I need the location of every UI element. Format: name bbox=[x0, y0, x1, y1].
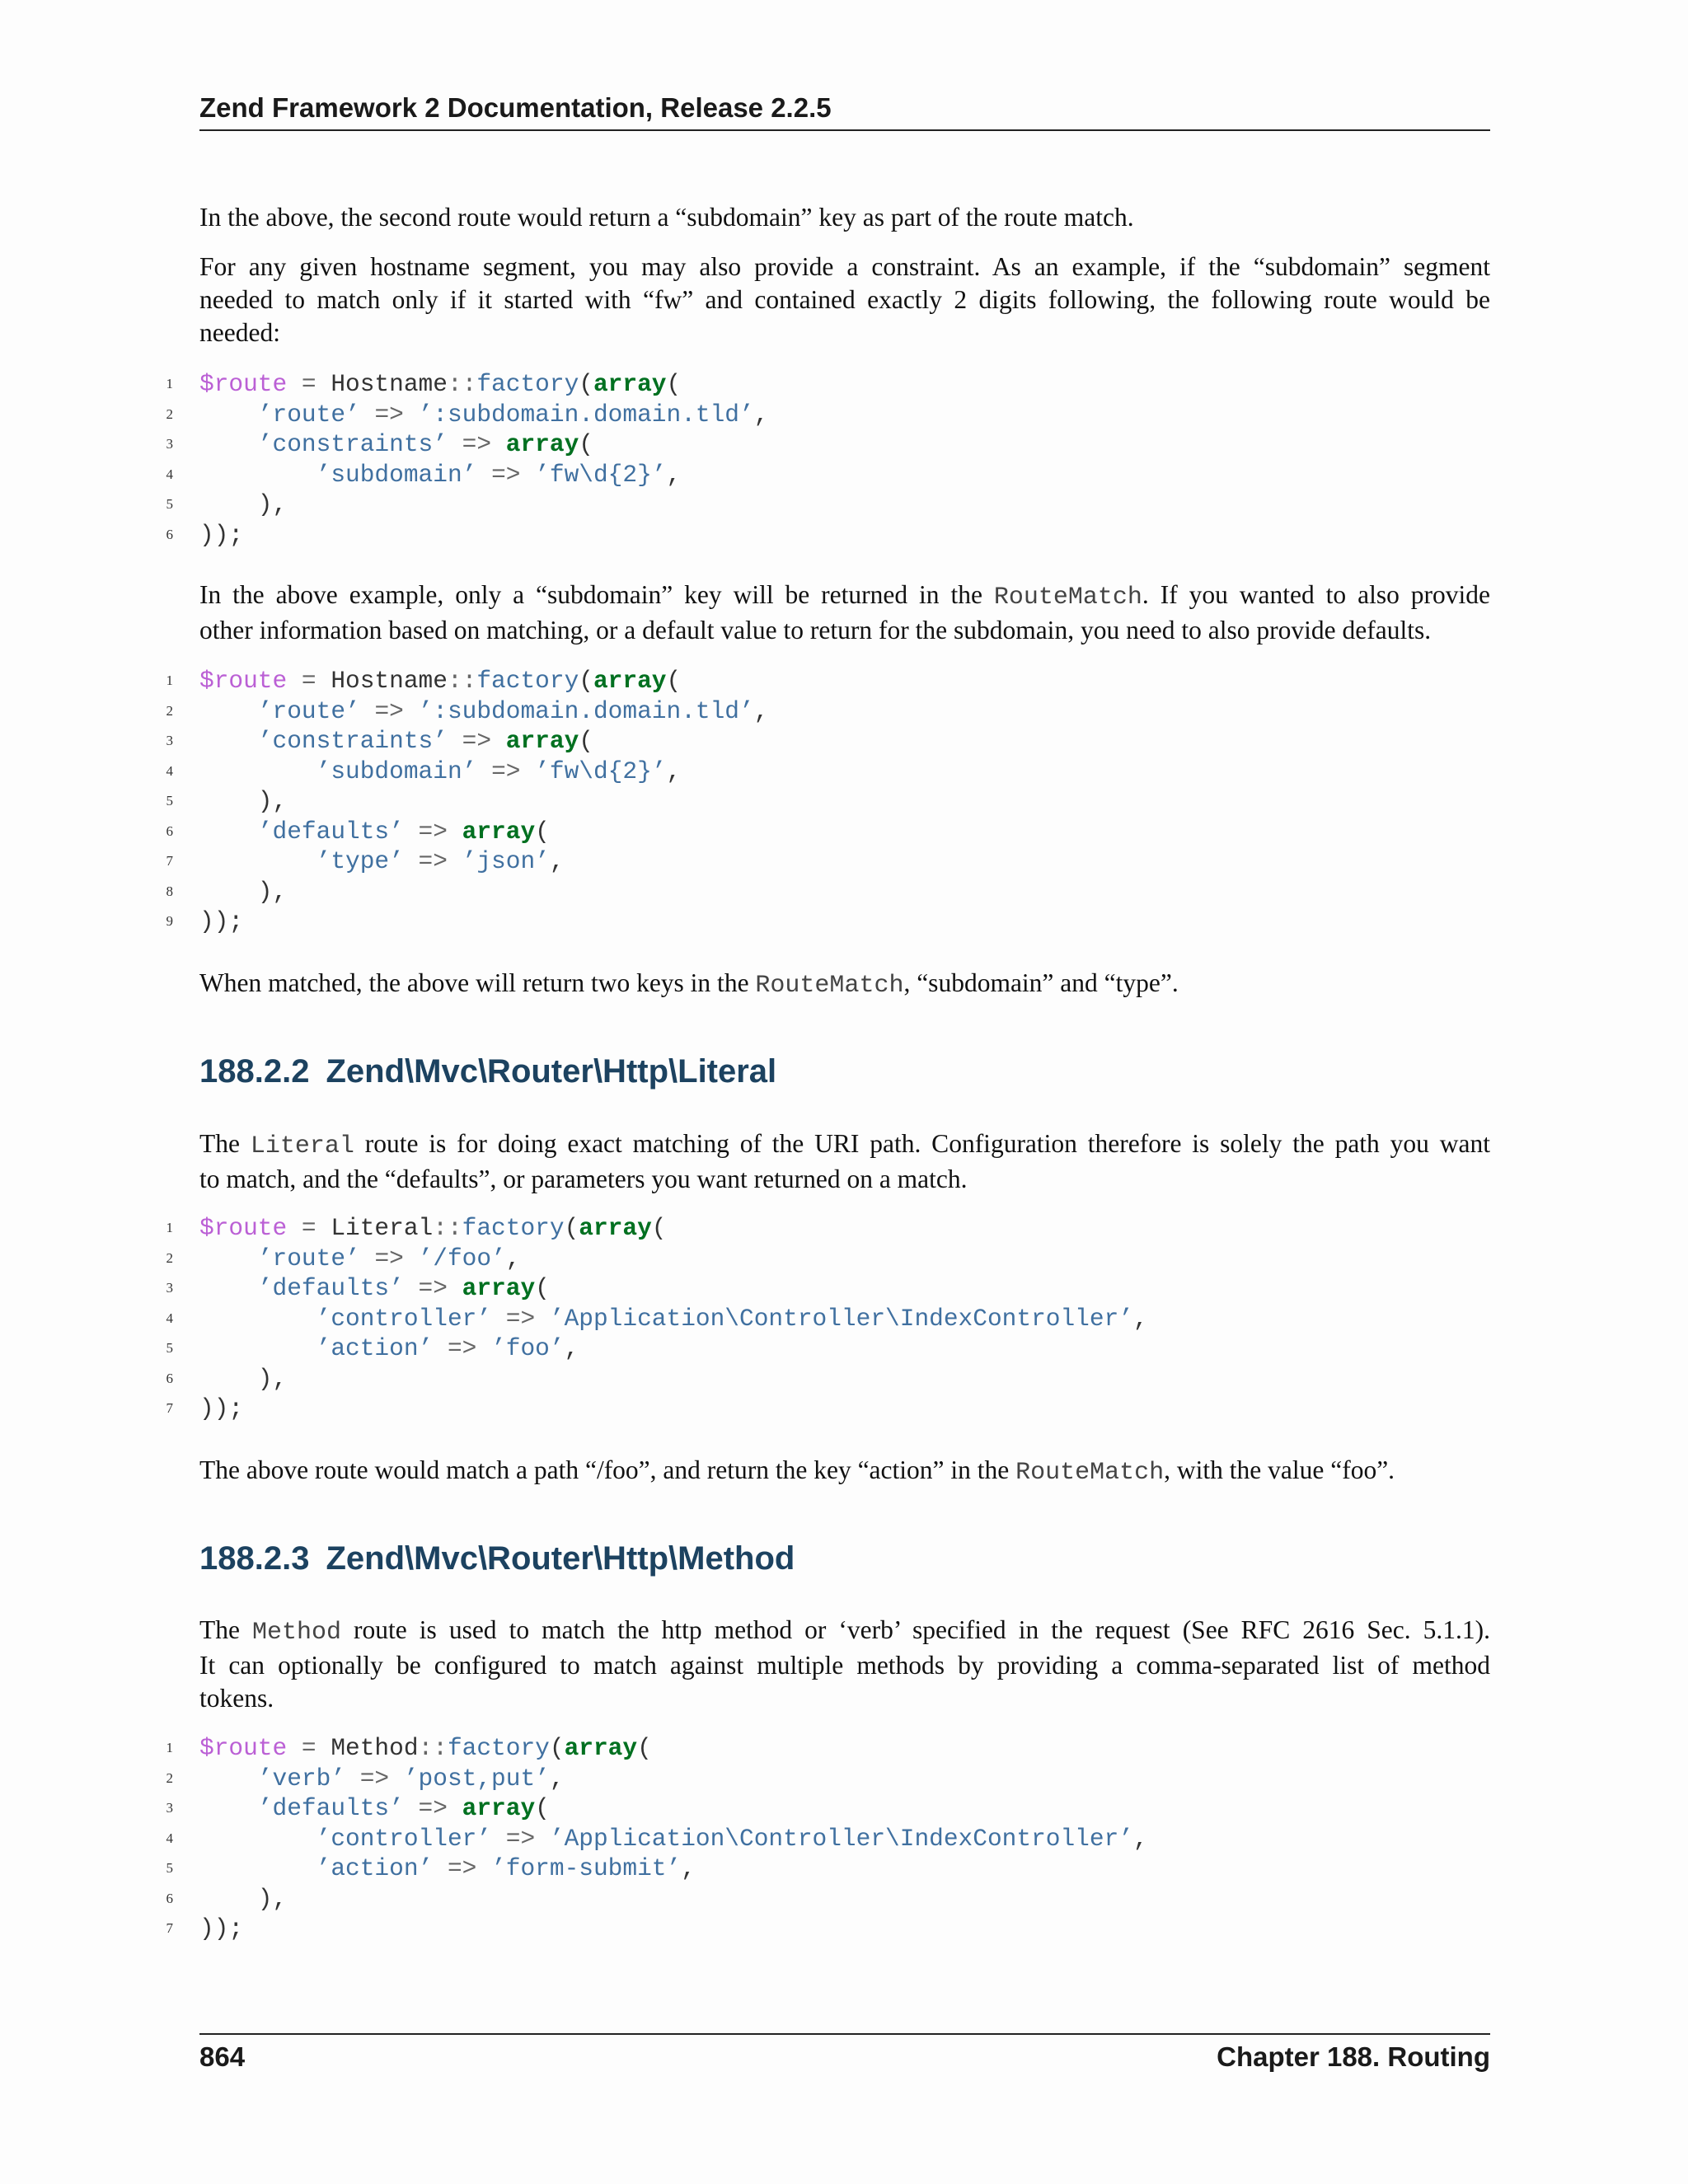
code-line bbox=[0, 490, 1688, 520]
code-operator: :: bbox=[433, 1214, 462, 1242]
code-text bbox=[199, 727, 258, 755]
code-text: ( bbox=[579, 370, 593, 398]
line-number: 4 bbox=[166, 1310, 173, 1326]
code-string: ’route’ bbox=[257, 696, 360, 725]
line-number: 1 bbox=[166, 673, 173, 688]
code-line bbox=[0, 1304, 1688, 1334]
code-text: )); bbox=[199, 1915, 244, 1943]
code-string: factory bbox=[476, 667, 579, 695]
code-string: ’defaults’ bbox=[257, 1794, 404, 1822]
code-text bbox=[520, 461, 535, 489]
code-text bbox=[199, 430, 258, 458]
footer-rule bbox=[199, 2033, 1490, 2035]
text-line: to match, and the “defaults”, or parameters you want returned on a match. bbox=[199, 1165, 968, 1193]
code-text bbox=[491, 1825, 506, 1853]
code-keyword: array bbox=[505, 727, 579, 755]
code-keyword: array bbox=[505, 430, 579, 458]
code-operator: => bbox=[491, 460, 521, 489]
code-text bbox=[199, 1213, 667, 1244]
text-line: tokens. bbox=[199, 1684, 274, 1713]
code-text: ( bbox=[666, 667, 682, 695]
code-string: ’/foo’ bbox=[418, 1244, 506, 1272]
code-text bbox=[199, 1914, 243, 1944]
code-text bbox=[448, 430, 462, 458]
paragraph-literal-match bbox=[199, 1454, 1490, 1489]
code-text bbox=[448, 1794, 462, 1822]
code-line bbox=[0, 666, 1688, 696]
code-text bbox=[476, 1854, 491, 1882]
text-line: needed: bbox=[199, 318, 280, 347]
code-operator: :: bbox=[447, 667, 477, 695]
code-line bbox=[0, 460, 1688, 490]
code-text: , bbox=[564, 1334, 579, 1362]
inline-code-routematch: RouteMatch bbox=[993, 583, 1142, 612]
header-rule bbox=[199, 129, 1490, 131]
paragraph-routematch-defaults bbox=[199, 579, 1490, 647]
code-text bbox=[199, 1854, 316, 1882]
code-variable: $route bbox=[199, 1734, 288, 1762]
code-text: ( bbox=[666, 370, 682, 398]
code-text: ( bbox=[637, 1734, 652, 1762]
text-line: needed to match only if it started with “fw” and contained exactly 2 digits following, the following route would be bbox=[199, 285, 1490, 314]
code-text bbox=[199, 429, 593, 460]
code-string: ’Application\Controller\IndexController’ bbox=[549, 1304, 1133, 1333]
text-line: other information based on matching, or a default value to return for the subdomain, you need to also provide defaults. bbox=[199, 616, 1432, 644]
code-text: ( bbox=[651, 1214, 667, 1242]
code-line bbox=[0, 846, 1688, 877]
code-text: Hostname bbox=[316, 667, 448, 695]
code-line bbox=[0, 429, 1688, 460]
line-number: 8 bbox=[166, 883, 173, 899]
code-text bbox=[199, 460, 681, 490]
code-text bbox=[199, 1824, 1148, 1854]
code-text bbox=[360, 697, 375, 725]
code-text bbox=[404, 847, 419, 875]
code-string: ’defaults’ bbox=[257, 1274, 404, 1302]
code-text bbox=[360, 401, 375, 429]
code-block-hostname-constraints bbox=[0, 369, 1688, 550]
code-string: factory bbox=[462, 1214, 565, 1242]
code-line bbox=[0, 400, 1688, 430]
code-keyword: array bbox=[564, 1734, 638, 1762]
section-title: Zend\Mvc\Router\Http\Method bbox=[326, 1540, 795, 1577]
code-operator: => bbox=[418, 1274, 448, 1302]
line-number: 4 bbox=[166, 762, 173, 779]
code-text bbox=[404, 1244, 419, 1272]
code-string: ’json’ bbox=[462, 847, 550, 875]
code-string: ’subdomain’ bbox=[316, 757, 477, 785]
code-line bbox=[0, 877, 1688, 907]
code-text bbox=[199, 696, 768, 727]
code-line bbox=[0, 1884, 1688, 1915]
line-number: 7 bbox=[166, 853, 173, 869]
line-number: 2 bbox=[166, 405, 173, 422]
line-number: 6 bbox=[166, 823, 173, 839]
section-number: 188.2.2 bbox=[199, 1053, 310, 1090]
line-number: 5 bbox=[166, 1340, 173, 1356]
line-number: 7 bbox=[166, 1920, 173, 1936]
code-string: ’fw\d{2}’ bbox=[535, 460, 667, 489]
code-text bbox=[360, 1244, 375, 1272]
code-text bbox=[491, 430, 506, 458]
line-number: 7 bbox=[166, 1400, 173, 1416]
code-operator: => bbox=[418, 847, 448, 875]
line-number: 1 bbox=[166, 376, 173, 391]
line-number: 5 bbox=[166, 496, 173, 512]
paragraph-method-description bbox=[199, 1614, 1490, 1715]
code-variable: $route bbox=[199, 370, 288, 398]
code-text: ( bbox=[564, 1214, 579, 1242]
line-number: 6 bbox=[166, 1890, 173, 1906]
code-line bbox=[0, 369, 1688, 400]
code-text bbox=[199, 1244, 520, 1274]
paragraph-constraint-intro bbox=[199, 251, 1490, 349]
code-text bbox=[287, 370, 302, 398]
code-keyword: array bbox=[462, 1794, 536, 1822]
code-keyword: array bbox=[462, 1274, 536, 1302]
code-text: ), bbox=[199, 877, 288, 906]
code-text: ), bbox=[199, 1884, 288, 1913]
code-operator: => bbox=[491, 757, 521, 785]
code-text: ( bbox=[579, 667, 593, 695]
inline-code-method: Method bbox=[252, 1619, 342, 1647]
code-operator: :: bbox=[447, 370, 477, 398]
code-string: ’foo’ bbox=[491, 1334, 565, 1362]
code-text bbox=[199, 757, 681, 787]
code-line bbox=[0, 817, 1688, 847]
code-line bbox=[0, 1824, 1688, 1854]
code-text: ( bbox=[579, 727, 593, 755]
code-text bbox=[199, 1884, 287, 1915]
text-line: The above route would match a path “/foo”, and return the key “action” in the RouteMatch, with the value “foo”. bbox=[199, 1455, 1395, 1487]
code-text bbox=[199, 1794, 258, 1822]
code-text bbox=[199, 1765, 258, 1793]
code-text bbox=[199, 1274, 258, 1302]
code-line bbox=[0, 786, 1688, 817]
code-text bbox=[287, 1214, 302, 1242]
code-text bbox=[199, 461, 316, 489]
code-text: ), bbox=[199, 787, 288, 815]
code-text bbox=[476, 461, 491, 489]
code-line bbox=[0, 696, 1688, 727]
inline-code-routematch: RouteMatch bbox=[755, 972, 904, 1000]
chapter-footer: Chapter 188. Routing bbox=[1217, 2041, 1490, 2072]
code-text bbox=[199, 1394, 243, 1424]
code-text bbox=[287, 1734, 302, 1762]
line-number: 4 bbox=[166, 1830, 173, 1846]
code-string: ’verb’ bbox=[257, 1764, 346, 1793]
code-string: ’route’ bbox=[257, 1244, 360, 1272]
line-number: 5 bbox=[166, 793, 173, 808]
code-text bbox=[433, 1854, 448, 1882]
line-number: 5 bbox=[166, 1860, 173, 1876]
code-text bbox=[287, 667, 302, 695]
code-line bbox=[0, 757, 1688, 787]
line-number: 1 bbox=[166, 1220, 173, 1235]
code-text: , bbox=[549, 847, 565, 875]
code-text bbox=[199, 757, 316, 785]
code-line bbox=[0, 1244, 1688, 1274]
code-text: , bbox=[666, 757, 682, 785]
code-text: )); bbox=[199, 520, 244, 549]
paragraph-subdomain-return bbox=[199, 201, 1490, 234]
code-line bbox=[0, 726, 1688, 757]
code-keyword: array bbox=[462, 817, 536, 846]
line-number: 3 bbox=[166, 436, 173, 452]
code-text: , bbox=[666, 460, 682, 489]
code-text: )); bbox=[199, 907, 244, 935]
code-text: Hostname bbox=[316, 370, 448, 398]
line-number: 4 bbox=[166, 466, 173, 482]
code-text bbox=[199, 400, 768, 430]
code-operator: = bbox=[301, 1214, 316, 1242]
code-variable: $route bbox=[199, 667, 288, 695]
code-line bbox=[0, 1914, 1688, 1944]
code-operator: => bbox=[374, 400, 404, 429]
line-number: 2 bbox=[166, 702, 173, 719]
code-text bbox=[199, 1764, 565, 1794]
code-operator: :: bbox=[418, 1734, 448, 1762]
code-text: ( bbox=[549, 1734, 565, 1762]
code-line bbox=[0, 1854, 1688, 1884]
code-string: factory bbox=[447, 1734, 550, 1762]
line-number: 6 bbox=[166, 526, 173, 542]
code-text bbox=[433, 1334, 448, 1362]
code-text bbox=[199, 369, 681, 400]
code-string: ’:subdomain.domain.tld’ bbox=[418, 400, 754, 429]
code-operator: => bbox=[447, 1334, 477, 1362]
code-text: ( bbox=[535, 1274, 550, 1302]
code-text bbox=[199, 1825, 316, 1853]
code-text bbox=[476, 1334, 491, 1362]
code-text bbox=[199, 1733, 652, 1764]
text-line: The Literal route is for doing exact matching of the URI path. Configuration therefore is solely the path you want bbox=[199, 1129, 1490, 1160]
code-text bbox=[199, 1305, 316, 1333]
code-operator: = bbox=[301, 370, 316, 398]
code-text bbox=[199, 1364, 287, 1394]
code-string: ’Application\Controller\IndexController’ bbox=[549, 1824, 1133, 1853]
code-operator: => bbox=[418, 817, 448, 846]
code-text bbox=[491, 1305, 506, 1333]
code-text bbox=[199, 490, 287, 520]
code-line bbox=[0, 1333, 1688, 1364]
code-string: ’action’ bbox=[316, 1334, 434, 1362]
code-operator: => bbox=[374, 1244, 404, 1272]
text-line: In the above, the second route would return a “subdomain” key as part of the route match. bbox=[199, 203, 1134, 232]
code-text: ), bbox=[199, 1364, 288, 1393]
code-text bbox=[199, 726, 593, 757]
code-string: ’constraints’ bbox=[257, 430, 448, 458]
code-text bbox=[535, 1305, 550, 1333]
paragraph-literal-description bbox=[199, 1127, 1490, 1196]
code-text bbox=[404, 1274, 419, 1302]
code-string: ’defaults’ bbox=[257, 817, 404, 846]
code-block-literal bbox=[0, 1213, 1688, 1424]
code-text bbox=[199, 846, 565, 877]
code-line bbox=[0, 1764, 1688, 1794]
code-text bbox=[199, 1854, 696, 1884]
code-text bbox=[199, 817, 550, 847]
text-line: For any given hostname segment, you may also provide a constraint. As an example, if the “subdomain” segment bbox=[199, 252, 1490, 281]
line-number: 2 bbox=[166, 1249, 173, 1266]
code-text: , bbox=[753, 400, 769, 429]
page-number: 864 bbox=[199, 2041, 246, 2072]
code-operator: => bbox=[374, 696, 404, 725]
code-text bbox=[199, 818, 258, 846]
code-string: ’form-submit’ bbox=[491, 1854, 682, 1882]
text-line: The Method route is used to match the http method or ‘verb’ specified in the request (See RFC 2616 Sec. 5.1.1). bbox=[199, 1615, 1490, 1647]
code-text bbox=[520, 757, 535, 785]
code-text bbox=[199, 1273, 550, 1304]
text-line: It can optionally be configured to match against multiple methods by providing a comma-separated list of method bbox=[199, 1651, 1490, 1680]
code-string: ’subdomain’ bbox=[316, 460, 477, 489]
code-operator: = bbox=[301, 1734, 316, 1762]
code-keyword: array bbox=[593, 667, 667, 695]
code-variable: $route bbox=[199, 1214, 288, 1242]
line-number: 9 bbox=[166, 913, 173, 929]
text-line: In the above example, only a “subdomain” key will be returned in the RouteMatch. If you wanted to also provide bbox=[199, 580, 1490, 612]
paragraph-two-keys bbox=[199, 967, 1490, 1002]
code-string: ’controller’ bbox=[316, 1824, 492, 1853]
code-text bbox=[448, 1274, 462, 1302]
code-text: , bbox=[1133, 1304, 1148, 1333]
code-text bbox=[199, 1334, 316, 1362]
code-text bbox=[389, 1765, 404, 1793]
code-text bbox=[199, 786, 287, 817]
text-line: When matched, the above will return two keys in the RouteMatch, “subdomain” and “type”. bbox=[199, 968, 1179, 1000]
code-operator: => bbox=[447, 1854, 477, 1882]
code-text bbox=[345, 1765, 360, 1793]
code-text bbox=[535, 1825, 550, 1853]
code-line bbox=[0, 1793, 1688, 1824]
code-text: ( bbox=[535, 1794, 550, 1822]
code-line bbox=[0, 520, 1688, 551]
code-string: ’type’ bbox=[316, 847, 404, 875]
code-string: ’fw\d{2}’ bbox=[535, 757, 667, 785]
line-number: 3 bbox=[166, 733, 173, 748]
code-text bbox=[199, 697, 258, 725]
code-text: , bbox=[549, 1764, 565, 1793]
code-block-hostname-defaults bbox=[0, 666, 1688, 937]
code-keyword: array bbox=[593, 370, 667, 398]
code-text bbox=[199, 847, 316, 875]
line-number: 1 bbox=[166, 1740, 173, 1755]
code-text: , bbox=[681, 1854, 696, 1882]
code-text bbox=[404, 401, 419, 429]
code-keyword: array bbox=[579, 1214, 652, 1242]
code-text: )); bbox=[199, 1394, 244, 1422]
code-text: , bbox=[753, 696, 769, 725]
code-line bbox=[0, 1394, 1688, 1424]
section-number: 188.2.3 bbox=[199, 1540, 310, 1577]
code-operator: => bbox=[462, 430, 492, 458]
code-operator: = bbox=[301, 667, 316, 695]
code-text: , bbox=[1133, 1824, 1148, 1853]
code-text bbox=[199, 520, 243, 551]
code-text bbox=[199, 1793, 550, 1824]
code-string: ’route’ bbox=[257, 400, 360, 429]
section-title: Zend\Mvc\Router\Http\Literal bbox=[326, 1053, 777, 1090]
line-number: 2 bbox=[166, 1769, 173, 1786]
code-text bbox=[404, 818, 419, 846]
code-text: ( bbox=[535, 817, 550, 846]
code-text bbox=[199, 1244, 258, 1272]
code-operator: => bbox=[462, 727, 492, 755]
code-text bbox=[404, 1794, 419, 1822]
code-text bbox=[448, 818, 462, 846]
code-string: ’:subdomain.domain.tld’ bbox=[418, 696, 754, 725]
line-number: 6 bbox=[166, 1370, 173, 1386]
code-operator: => bbox=[505, 1304, 536, 1333]
code-text bbox=[476, 757, 491, 785]
inline-code-routematch: RouteMatch bbox=[1015, 1459, 1165, 1487]
running-header: Zend Framework 2 Documentation, Release 2.2.5 bbox=[199, 92, 832, 123]
code-text bbox=[404, 697, 419, 725]
code-text: ), bbox=[199, 490, 288, 518]
code-text: ( bbox=[579, 430, 593, 458]
code-text: , bbox=[505, 1244, 521, 1272]
code-text bbox=[199, 877, 287, 907]
code-operator: => bbox=[505, 1824, 536, 1853]
code-text bbox=[491, 727, 506, 755]
code-text bbox=[199, 401, 258, 429]
code-text: Method bbox=[316, 1734, 419, 1762]
code-text bbox=[448, 727, 462, 755]
section-heading-literal bbox=[199, 1053, 776, 1090]
code-string: ’controller’ bbox=[316, 1304, 492, 1333]
code-block-method bbox=[0, 1733, 1688, 1944]
code-string: ’action’ bbox=[316, 1854, 434, 1882]
code-string: ’post,put’ bbox=[403, 1764, 550, 1793]
line-number: 3 bbox=[166, 1280, 173, 1296]
code-operator: => bbox=[418, 1794, 448, 1822]
line-number: 3 bbox=[166, 1800, 173, 1816]
code-line bbox=[0, 1273, 1688, 1304]
inline-code-literal: Literal bbox=[250, 1132, 354, 1160]
code-string: factory bbox=[476, 370, 579, 398]
code-text bbox=[199, 666, 681, 696]
code-string: ’constraints’ bbox=[257, 727, 448, 755]
code-line bbox=[0, 1213, 1688, 1244]
code-line bbox=[0, 907, 1688, 937]
section-heading-method bbox=[199, 1540, 795, 1577]
code-text bbox=[448, 847, 462, 875]
code-text bbox=[199, 1304, 1148, 1334]
code-text bbox=[199, 907, 243, 937]
code-text bbox=[199, 1333, 579, 1364]
code-line bbox=[0, 1733, 1688, 1764]
code-line bbox=[0, 1364, 1688, 1394]
code-text: Literal bbox=[316, 1214, 434, 1242]
code-operator: => bbox=[359, 1764, 390, 1793]
